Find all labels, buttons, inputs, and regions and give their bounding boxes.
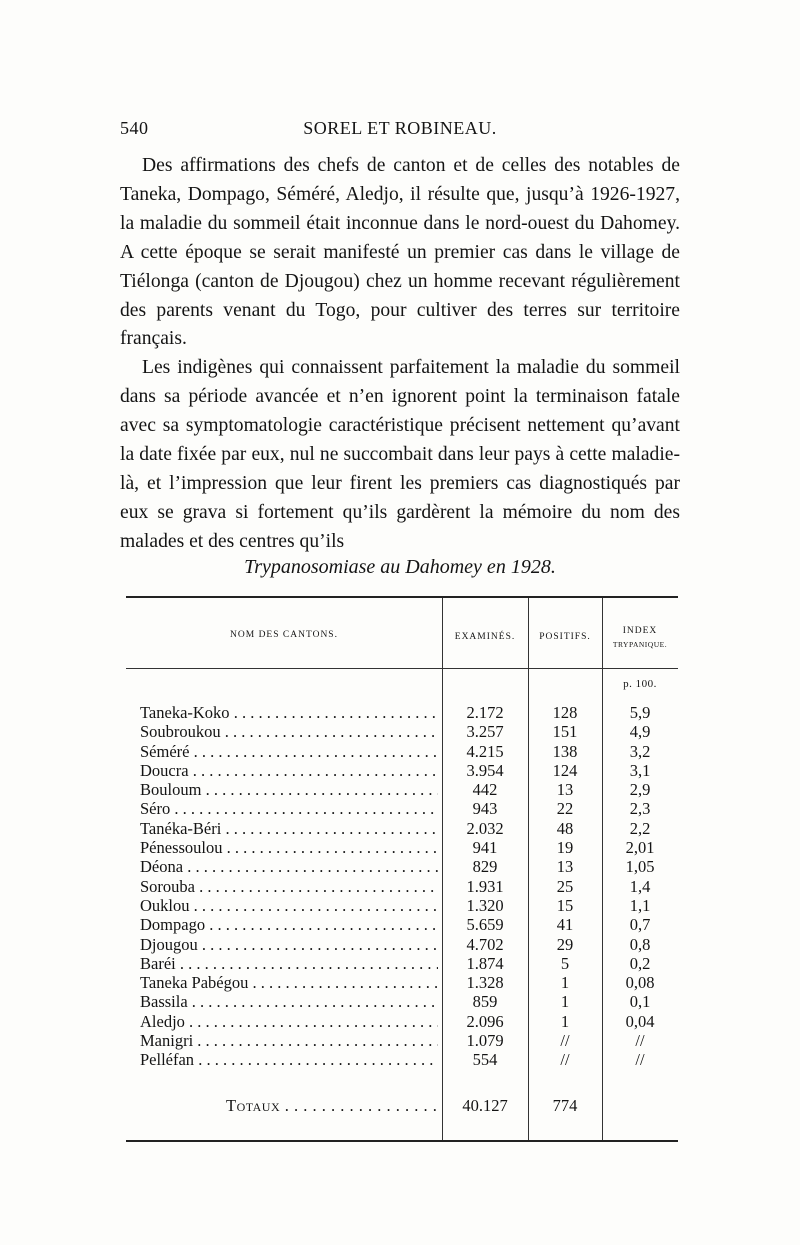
cell-examines: 4.702: [466, 934, 504, 954]
table-body: [126, 703, 678, 1070]
header-index-line1: INDEX: [622, 626, 658, 636]
cell-index: 4,9: [629, 722, 651, 742]
page-header: [120, 118, 680, 144]
table-row: [126, 703, 678, 722]
cell-examines: 943: [472, 799, 498, 819]
cell-examines: 941: [472, 838, 498, 858]
cell-canton: Doucra . . .: [140, 761, 438, 780]
cell-index: 1,4: [629, 876, 651, 896]
cell-index: 0,08: [625, 973, 655, 993]
cell-positifs: 1: [560, 992, 570, 1012]
cell-positifs: 151: [552, 722, 578, 742]
cell-positifs: //: [560, 1050, 570, 1070]
paragraph: Des affirmations des chefs de canton et de celles des notables de Taneka, Dompago, Séméré, Aledjo, il résulte que, jusqu’à 1926-1927, la maladie du sommeil était inconnue dans le nord-ouest du Dahomey. A cette époque se serait manifesté un premier cas dans le village de Tiélonga (canton de Djougou) chez un homme recevant régulièrement des parents venant du Togo, pour cultiver des terres sur territoire français.: [120, 155, 680, 350]
cell-canton: Séro . . .: [140, 799, 438, 818]
cell-canton: Bassila . . .: [140, 992, 438, 1011]
body-text: [120, 152, 680, 557]
running-title: SOREL ET ROBINEAU.: [303, 118, 497, 138]
cell-examines: 3.954: [466, 760, 504, 780]
table-row: [126, 742, 678, 761]
header-rule: [442, 668, 528, 669]
cell-index: 2,3: [629, 799, 651, 819]
cell-canton: Taneka-Koko . . .: [140, 703, 438, 722]
cell-canton: Taneka Pabégou . . .: [140, 973, 438, 992]
cell-positifs: 1: [560, 973, 570, 993]
table-row: [126, 819, 678, 838]
cell-positifs: 22: [556, 799, 574, 819]
cell-index: 0,1: [629, 992, 651, 1012]
cell-examines: 2.096: [466, 1011, 504, 1031]
cell-positifs: 138: [552, 741, 578, 761]
cell-positifs: 19: [556, 838, 574, 858]
cell-index: 0,2: [629, 953, 651, 973]
cell-positifs: //: [560, 1031, 570, 1051]
cell-positifs: 15: [556, 895, 574, 915]
cell-examines: 829: [472, 857, 498, 877]
cell-examines: 1.931: [466, 876, 504, 896]
cell-examines: 1.320: [466, 895, 504, 915]
totals-positifs: 774: [552, 1096, 578, 1115]
table-row: [126, 722, 678, 741]
cell-examines: 4.215: [466, 741, 504, 761]
totals-examines: 40.127: [462, 1096, 508, 1115]
table-row: [126, 838, 678, 857]
cell-examines: 3.257: [466, 722, 504, 742]
header-index: [602, 624, 678, 652]
data-table: [126, 596, 678, 1142]
cell-canton: Sorouba . . .: [140, 877, 438, 896]
table-row: [126, 1012, 678, 1031]
cell-index: 0,8: [629, 934, 651, 954]
cell-canton: Séméré . . .: [140, 742, 438, 761]
cell-index: //: [635, 1031, 645, 1051]
header-positifs: POSITIFS.: [539, 632, 591, 642]
cell-canton: Déona . . .: [140, 857, 438, 876]
cell-index: 1,1: [629, 895, 651, 915]
table-row: [126, 896, 678, 915]
cell-examines: 1.079: [466, 1031, 504, 1051]
cell-positifs: 1: [560, 1011, 570, 1031]
totals-row: [126, 1094, 678, 1118]
table-row: [126, 780, 678, 799]
header-index-line2: TRYPANIQUE.: [612, 640, 668, 649]
cell-positifs: 25: [556, 876, 574, 896]
cell-canton: Baréi . . .: [140, 954, 438, 973]
cell-index: 2,2: [629, 818, 651, 838]
cell-positifs: 13: [556, 780, 574, 800]
table-row: [126, 973, 678, 992]
cell-canton: Pelléfan . . .: [140, 1050, 438, 1069]
cell-examines: 442: [472, 780, 498, 800]
cell-canton: Tanéka-Béri . . .: [140, 819, 438, 838]
cell-examines: 2.172: [466, 703, 504, 722]
cell-index: //: [635, 1050, 645, 1070]
cell-index: 3,1: [629, 760, 651, 780]
cell-examines: 859: [472, 992, 498, 1012]
table-row: [126, 761, 678, 780]
table-row: [126, 1050, 678, 1069]
table-row: [126, 935, 678, 954]
cell-canton: Djougou . . .: [140, 935, 438, 954]
cell-canton: Manigri . . .: [140, 1031, 438, 1050]
cell-positifs: 5: [560, 953, 570, 973]
header-rule: [528, 668, 602, 669]
cell-positifs: 13: [556, 857, 574, 877]
cell-canton: Dompago . . .: [140, 915, 438, 934]
cell-canton: Ouklou . . .: [140, 896, 438, 915]
cell-examines: 5.659: [466, 915, 504, 935]
cell-examines: 554: [472, 1050, 498, 1070]
cell-canton: Soubroukou . . .: [140, 722, 438, 741]
cell-examines: 1.328: [466, 973, 504, 993]
cell-index: 0,7: [629, 915, 651, 935]
cell-index: 2,9: [629, 780, 651, 800]
table-row: [126, 1031, 678, 1050]
table-row: [126, 857, 678, 876]
cell-index: 0,04: [625, 1011, 655, 1031]
cell-positifs: 124: [552, 760, 578, 780]
cell-positifs: 48: [556, 818, 574, 838]
header-rule: [126, 668, 442, 669]
totals-label: Totaux . . .: [226, 1094, 438, 1118]
cell-canton: Pénessoulou . . .: [140, 838, 438, 857]
cell-examines: 2.032: [466, 818, 504, 838]
table-row: [126, 877, 678, 896]
cell-canton: Aledjo . . .: [140, 1012, 438, 1031]
table-row: [126, 954, 678, 973]
cell-positifs: 41: [556, 915, 574, 935]
table-row: [126, 992, 678, 1011]
table-row: [126, 915, 678, 934]
header-canton: NOM DES CANTONS.: [230, 630, 338, 640]
cell-positifs: 128: [552, 703, 578, 722]
table-caption: Trypanosomiase au Dahomey en 1928.: [244, 556, 556, 578]
cell-index: 2,01: [625, 838, 655, 858]
cell-index: 5,9: [629, 703, 651, 722]
cell-canton: Bouloum . . .: [140, 780, 438, 799]
table-row: [126, 799, 678, 818]
cell-positifs: 29: [556, 934, 574, 954]
header-rule: [602, 668, 678, 669]
cell-examines: 1.874: [466, 953, 504, 973]
paragraph: Les indigènes qui connaissent parfaitement la maladie du sommeil dans sa période avancée et n’en ignorent point la terminaison fatale avec sa symptomatologie caractéristique précisent nettement qu’avant la date fixée par eux, nul ne succombait dans leur pays à cette maladie-là, et l’impression que leur firent les premiers cas diagnostiqués par eux se grava si fortement qu’ils gardèrent la mémoire du nom des malades et des centres qu’ils: [120, 357, 680, 552]
header-examines: EXAMINÉS.: [454, 632, 516, 642]
index-unit: p. 100.: [623, 678, 657, 690]
cell-index: 3,2: [629, 741, 651, 761]
page-number: 540: [120, 118, 149, 138]
cell-index: 1,05: [625, 857, 655, 877]
